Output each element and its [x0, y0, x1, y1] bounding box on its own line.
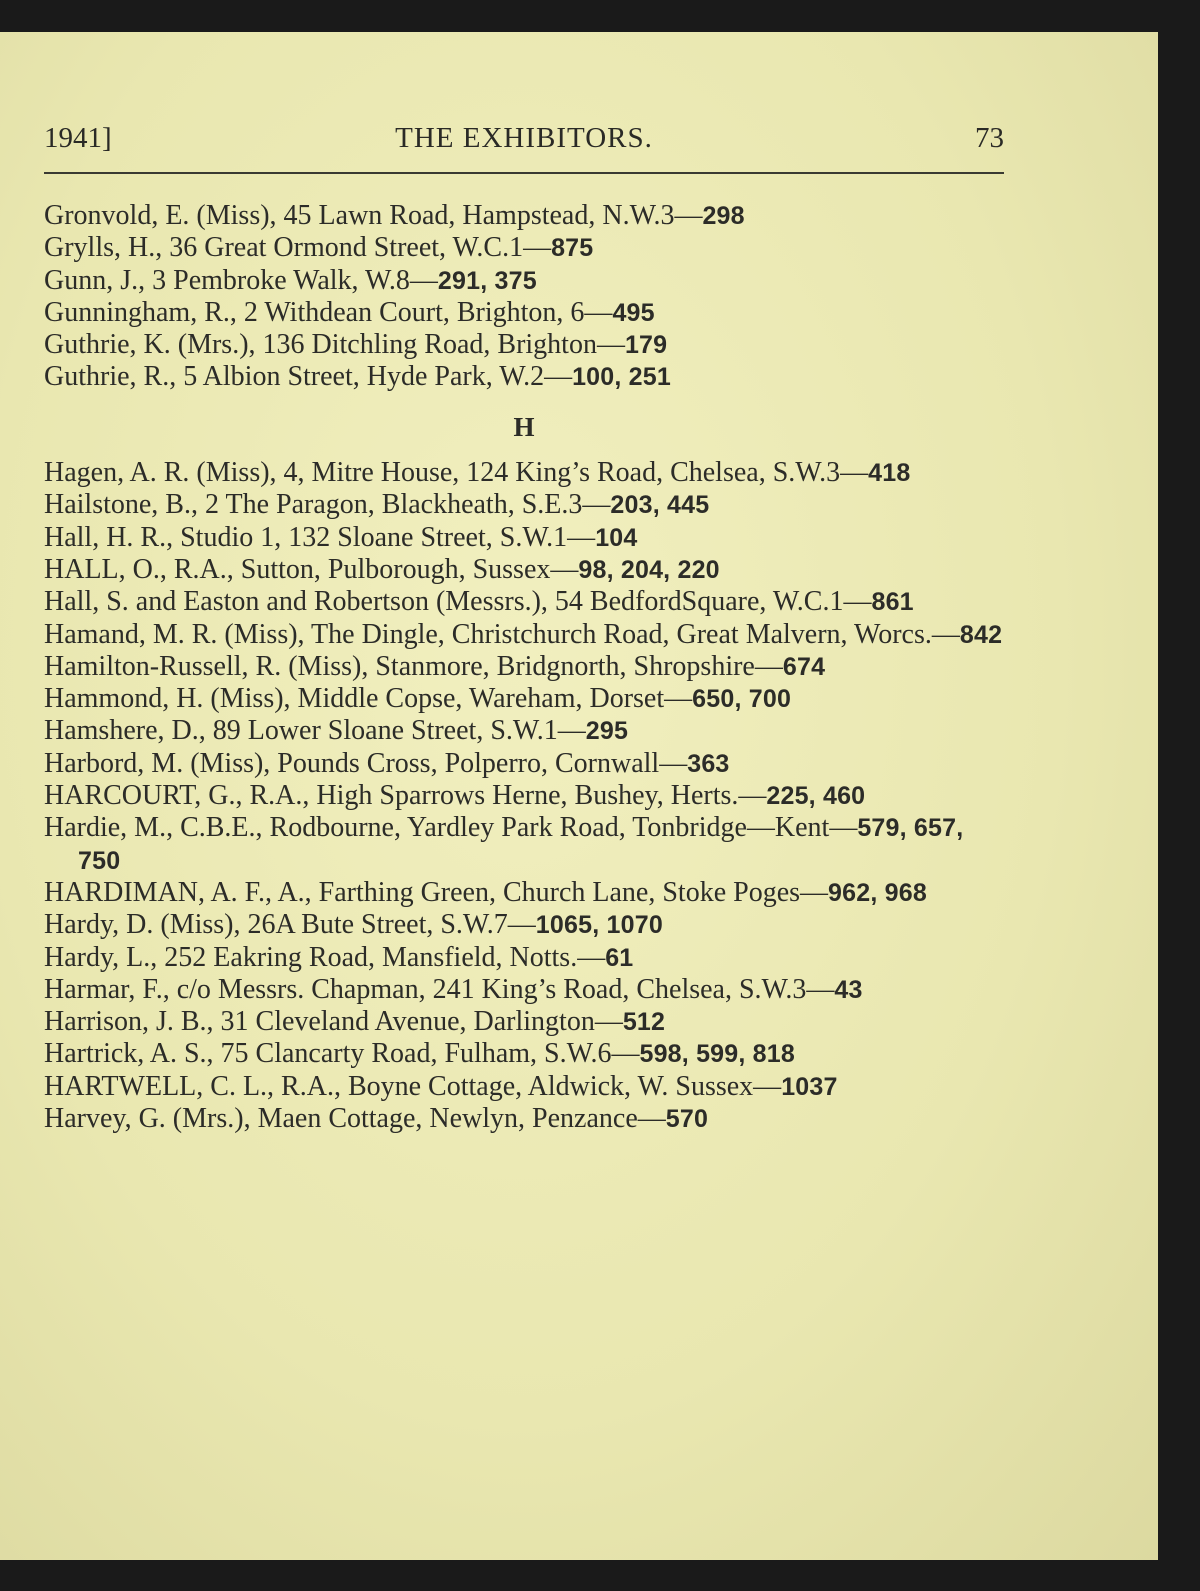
entry-text: Hamand, M. R. (Miss), The Dingle, Christchurch Road, Great Malvern, Worcs.—	[44, 618, 960, 650]
book-page	[0, 32, 1158, 1560]
entry-text: Hagen, A. R. (Miss), 4, Mitre House, 124 King’s Road, Chelsea, S.W.3—	[44, 457, 869, 489]
catalogue-numbers: 61	[605, 943, 634, 972]
catalogue-numbers: 512	[622, 1008, 666, 1037]
catalogue-numbers: 291, 375	[437, 266, 537, 295]
exhibitor-entry	[44, 522, 1004, 554]
catalogue-numbers: 100, 251	[572, 363, 671, 392]
entries-h	[44, 457, 1004, 1135]
exhibitor-entry	[44, 1071, 1004, 1103]
entry-text: HARCOURT, G., R.A., High Sparrows Herne, Bushey, Herts.—	[44, 780, 767, 812]
catalogue-numbers: 875	[551, 234, 594, 263]
catalogue-numbers: 598, 599, 818	[639, 1040, 795, 1069]
exhibitor-entry	[44, 329, 1004, 361]
exhibitor-entry	[44, 297, 1004, 329]
catalogue-numbers: 298	[702, 202, 745, 230]
exhibitor-entry	[44, 812, 1004, 877]
exhibitor-entry	[44, 877, 1004, 909]
catalogue-numbers: 418	[868, 459, 911, 488]
exhibitor-entry	[44, 457, 1004, 489]
running-head	[44, 122, 1004, 172]
catalogue-numbers: 43	[834, 975, 863, 1004]
catalogue-numbers: 295	[585, 717, 629, 746]
entry-text: Hamilton-Russell, R. (Miss), Stanmore, Bridgnorth, Shropshire—	[44, 650, 783, 682]
entry-text: Grylls, H., 36 Great Ormond Street, W.C.1—	[44, 232, 552, 264]
entry-text: Hall, H. R., Studio 1, 132 Sloane Street, S.W.1—	[44, 521, 596, 553]
exhibitor-entry	[44, 619, 1004, 651]
catalogue-numbers: 842	[959, 620, 1003, 649]
catalogue-numbers: 203, 445	[610, 491, 710, 520]
catalogue-numbers: 495	[612, 298, 655, 327]
entry-text: Harrison, J. B., 31 Cleveland Avenue, Darlington—	[44, 1006, 623, 1038]
entry-text: Harvey, G. (Mrs.), Maen Cottage, Newlyn, Penzance—	[44, 1103, 666, 1135]
exhibitor-entry	[44, 265, 1004, 297]
catalogue-numbers: 650, 700	[692, 685, 792, 714]
entry-text: Gronvold, E. (Miss), 45 Lawn Road, Hampstead, N.W.3—	[44, 200, 703, 231]
exhibitor-entry	[44, 651, 1004, 683]
entry-text: Hardy, L., 252 Eakring Road, Mansfield, Notts.—	[44, 941, 606, 973]
entry-text: Hall, S. and Easton and Robertson (Messrs.), 54 BedfordSquare, W.C.1—	[44, 586, 872, 618]
page-number: 73	[975, 122, 1004, 154]
exhibitor-entry	[44, 1006, 1004, 1038]
entry-text: Hartrick, A. S., 75 Clancarty Road, Fulham, S.W.6—	[44, 1038, 640, 1070]
entry-text: Hardie, M., C.B.E., Rodbourne, Yardley Park Road, Tonbridge—Kent—	[44, 812, 858, 844]
exhibitor-entry	[44, 1103, 1004, 1135]
exhibitor-list	[44, 200, 1004, 1135]
entry-text: Harbord, M. (Miss), Pounds Cross, Polperro, Cornwall—	[44, 747, 688, 779]
entry-text: HARTWELL, C. L., R.A., Boyne Cottage, Aldwick, W. Sussex—	[44, 1070, 782, 1102]
catalogue-numbers: 179	[624, 331, 668, 360]
catalogue-numbers: 570	[665, 1105, 709, 1134]
exhibitor-entry	[44, 586, 1004, 618]
exhibitor-entry	[44, 1038, 1004, 1070]
exhibitor-entry	[44, 361, 1004, 393]
catalogue-numbers: 104	[595, 523, 638, 552]
entry-text: Gunningham, R., 2 Withdean Court, Brighton, 6—	[44, 296, 613, 328]
exhibitor-entry	[44, 489, 1004, 521]
exhibitor-entry	[44, 909, 1004, 941]
catalogue-numbers: 861	[871, 588, 914, 617]
catalogue-numbers: 225, 460	[766, 782, 866, 811]
exhibitor-entry	[44, 683, 1004, 715]
entry-text: Hamshere, D., 89 Lower Sloane Street, S.W.1—	[44, 715, 586, 747]
entry-text: Hardy, D. (Miss), 26A Bute Street, S.W.7—	[44, 909, 536, 941]
header-rule	[44, 172, 1004, 174]
exhibitor-entry	[44, 974, 1004, 1006]
entries-g	[44, 200, 1004, 394]
catalogue-numbers: 363	[687, 749, 730, 778]
exhibitor-entry	[44, 554, 1004, 586]
entry-text: Harmar, F., c/o Messrs. Chapman, 241 King’s Road, Chelsea, S.W.3—	[44, 973, 835, 1005]
header-title: THE EXHIBITORS.	[395, 122, 653, 154]
entry-text: HALL, O., R.A., Sutton, Pulborough, Sussex—	[44, 553, 579, 585]
exhibitor-entry	[44, 942, 1004, 974]
entry-text: Guthrie, K. (Mrs.), 136 Ditchling Road, Brighton—	[44, 329, 625, 361]
entry-text: Hammond, H. (Miss), Middle Copse, Wareham, Dorset—	[44, 683, 693, 715]
section-letter: H	[513, 411, 535, 442]
exhibitor-entry	[44, 715, 1004, 747]
catalogue-numbers: 1065, 1070	[535, 911, 663, 940]
catalogue-numbers: 579, 657, 750	[78, 814, 964, 875]
catalogue-numbers: 1037	[781, 1072, 838, 1101]
catalogue-numbers: 674	[782, 652, 826, 681]
entry-text: Hailstone, B., 2 The Paragon, Blackheath, S.E.3—	[44, 489, 611, 521]
entry-text: Guthrie, R., 5 Albion Street, Hyde Park, W.2—	[44, 361, 573, 393]
catalogue-numbers: 98, 204, 220	[578, 555, 720, 584]
exhibitor-entry	[44, 200, 1004, 232]
entry-text: Gunn, J., 3 Pembroke Walk, W.8—	[44, 264, 438, 296]
exhibitor-entry	[44, 748, 1004, 780]
header-year: 1941]	[44, 122, 112, 154]
exhibitor-entry	[44, 780, 1004, 812]
exhibitor-entry	[44, 232, 1004, 264]
catalogue-numbers: 962, 968	[828, 878, 927, 907]
entry-text: HARDIMAN, A. F., A., Farthing Green, Church Lane, Stoke Poges—	[44, 876, 829, 908]
